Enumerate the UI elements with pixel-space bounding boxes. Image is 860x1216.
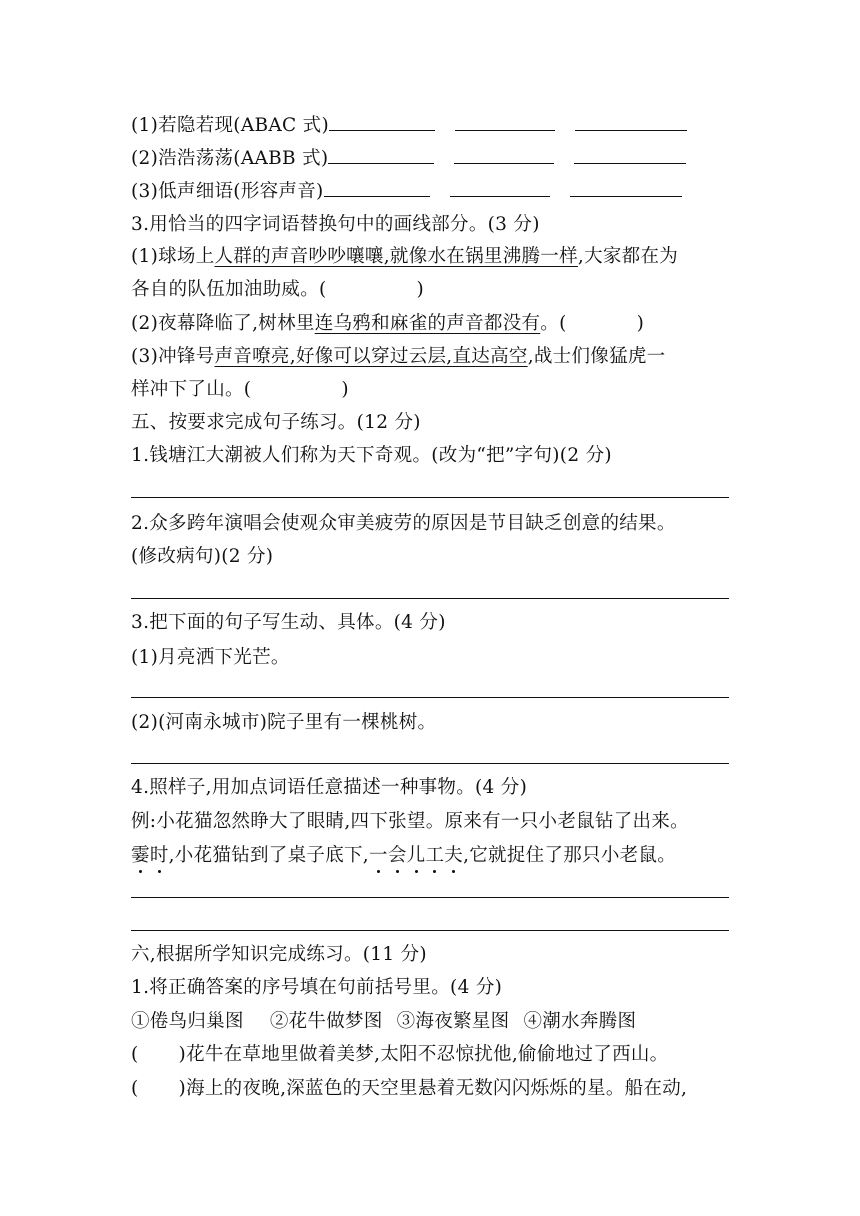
dotted-char: 一 [369,845,388,866]
sec6-item-2 [131,1077,687,1101]
answer-blank[interactable] [450,180,550,197]
q3-heading: 3.用恰当的四字词语替换句中的画线部分。(3 分) [131,214,540,235]
sentence-text: 花牛在草地里做着美梦,太阳不忍惊扰他,偷偷地过了西山。 [186,1044,669,1065]
q3-sentence-3-cont [131,378,349,402]
sentence-text: 海上的夜晚,深蓝色的天空里悬着无数闪闪烁烁的星。船在动, [186,1078,688,1099]
dotted-word [369,845,463,866]
answer-line[interactable] [131,930,729,931]
option-4: ④潮水奔腾图 [523,1011,637,1032]
sec5-q1: 1.钱塘江大潮被人们称为天下奇观。(改为“把”字句)(2 分) [131,445,612,466]
sentence-text: ,战士们像猛虎一 [527,346,666,367]
close-paren: ) [178,1044,187,1065]
option-3: ③海夜繁星图 [396,1011,510,1032]
q3-sentence-3 [131,345,665,369]
sec5-q4: 4.照样子,用加点词语任意描述一种事物。(4 分) [131,777,528,798]
sentence-text: 各自的队伍加油助威。( [131,279,327,300]
sec5-q2-line2: (修改病句)(2 分) [131,546,274,567]
sentence-text: (2)夜幕降临了,树林里 [131,313,315,334]
answer-line[interactable] [131,897,729,898]
sentence-text: 。( [540,313,567,334]
q2-item-1 [131,114,687,138]
answer-blank[interactable] [574,147,686,164]
close-paren: ) [178,1078,187,1099]
sec5-q3: 3.把下面的句子写生动、具体。(4 分) [131,612,446,633]
sec5-q3-2: (2)(河南永城市)院子里有一棵桃树。 [131,712,437,733]
sec5-q2-line1: 2.众多跨年演唱会使观众审美疲劳的原因是节目缺乏创意的结果。 [131,513,676,534]
sentence-text: ,大家都在为 [577,246,679,267]
answer-blank[interactable] [454,147,554,164]
dotted-char: 霎 [131,845,150,866]
section-6-heading: 六,根据所学知识完成练习。(11 分) [131,944,427,965]
dotted-char: 工 [425,845,445,866]
option-1: ①倦鸟归巢图 [131,1011,244,1032]
sentence-text: (1)球场上 [131,246,215,267]
option-2: ②花牛做梦图 [269,1011,383,1032]
dotted-word [131,845,169,866]
dotted-char: 时 [149,845,169,866]
q2-item-2-prompt: (2)浩浩荡荡(AABB 式) [131,148,329,169]
q3-sentence-1-cont [131,278,424,302]
sec6-q1: 1.将正确答案的序号填在句前括号里。(4 分) [131,977,503,998]
underlined-phrase: 连乌鸦和麻雀的声音都没有 [314,313,541,334]
close-paren: ) [636,313,645,334]
q2-item-3 [131,180,682,204]
dotted-char: 会 [387,845,407,866]
sentence-text: ,小花猫钻到了桌子底下, [168,845,369,866]
sentence-text: 样冲下了山。( [131,379,252,400]
q3-sentence-1 [131,245,678,269]
answer-blank[interactable] [455,114,555,131]
q3-sentence-2 [131,312,644,336]
sec6-item-1 [131,1043,668,1067]
answer-blank[interactable] [329,114,435,131]
q2-item-1-prompt: (1)若隐若现(ABAC 式) [131,115,329,136]
answer-line[interactable] [131,497,729,498]
answer-line[interactable] [131,763,729,764]
sentence-text: (3)冲锋号 [131,346,215,367]
answer-line[interactable] [131,697,729,698]
dotted-char: 儿 [406,845,426,866]
answer-blank[interactable] [575,114,687,131]
q2-item-3-prompt: (3)低声细语(形容声音) [131,181,324,202]
close-paren: ) [341,379,349,400]
sec5-q4-example-cont [131,844,676,868]
sec5-q4-example: 例:小花猫忽然睁大了眼睛,四下张望。原来有一只小老鼠钻了出来。 [131,811,689,832]
q2-item-2 [131,147,686,171]
sec5-q3-1: (1)月亮洒下光芒。 [131,647,290,668]
open-paren: ( [131,1044,139,1065]
sec6-options [131,1010,636,1034]
close-paren: ) [416,279,425,300]
underlined-phrase: 声音嘹亮,好像可以穿过云层,直达高空 [214,346,528,367]
open-paren: ( [131,1078,139,1099]
section-5-heading: 五、按要求完成句子练习。(12 分) [131,412,421,433]
dotted-char: 夫 [444,845,464,866]
sentence-text: ,它就捉住了那只小老鼠。 [463,845,677,866]
answer-line[interactable] [131,598,729,599]
answer-blank[interactable] [570,180,682,197]
answer-blank[interactable] [324,180,430,197]
underlined-phrase: 人群的声音吵吵嚷嚷,就像水在锅里沸腾一样 [214,246,578,267]
answer-blank[interactable] [328,147,434,164]
